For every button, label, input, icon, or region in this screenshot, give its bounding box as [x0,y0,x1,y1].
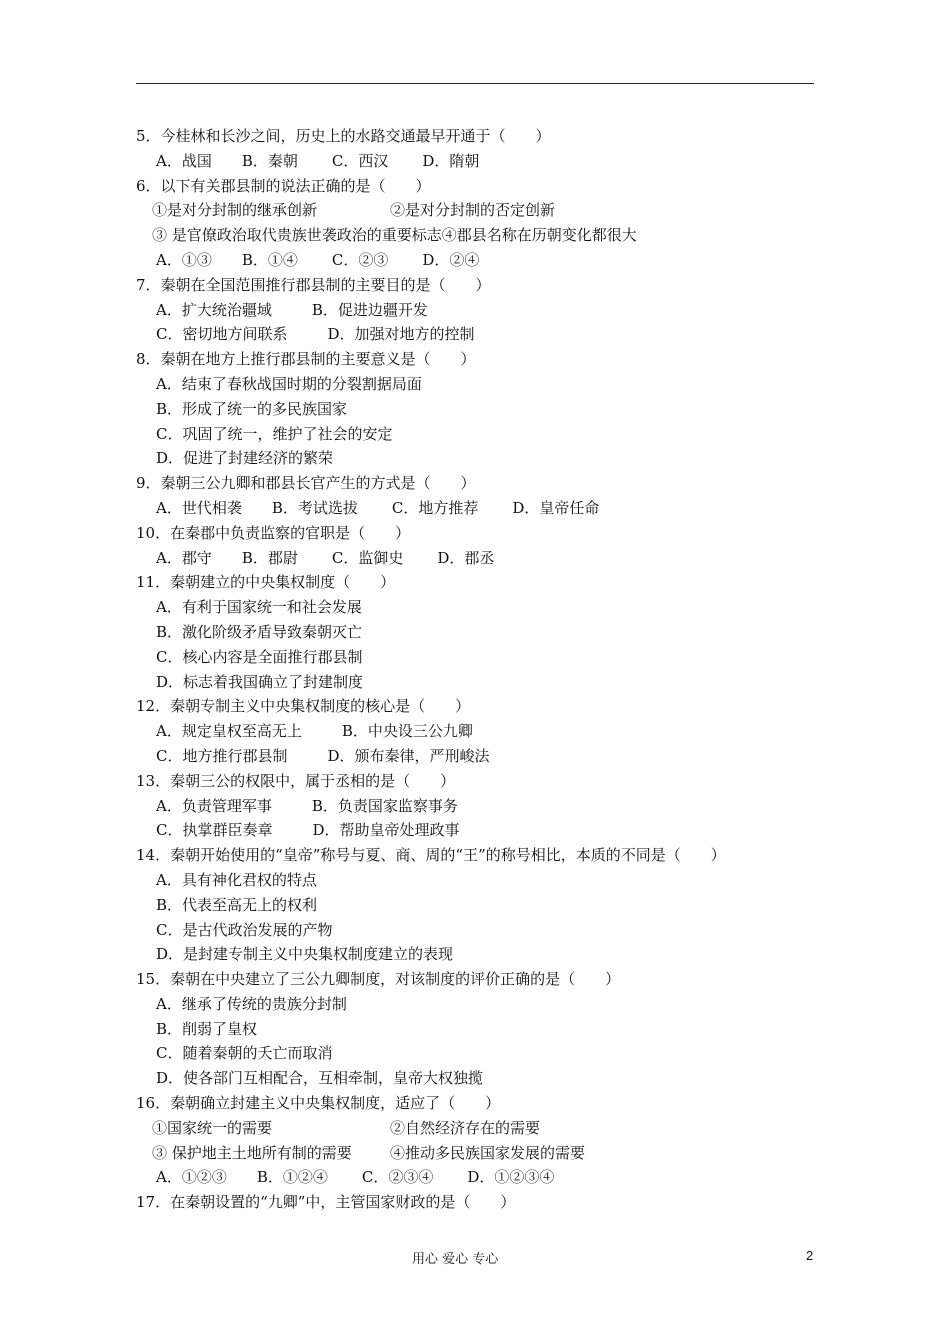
question-stem [136,843,816,868]
question-text: 15．秦朝在中央建立了三公九卿制度，对该制度的评价正确的是（ ） [136,970,621,989]
options-row [136,1066,816,1091]
question-stem [136,967,816,992]
question-stem [136,347,816,372]
options-row [136,1017,816,1042]
statements-row [136,198,816,223]
options-row [136,670,816,695]
option-text: D．颁布秦律，严刑峻法 [327,746,490,765]
option-text: B．①②④ [256,1168,328,1187]
question-stem [136,570,816,595]
option-text: C．西汉 [331,151,389,170]
option-text: C．随着秦朝的夭亡而取消 [156,1044,333,1063]
option-text: A．郡守 [156,548,212,567]
option-text: C．地方推行郡县制 [156,746,288,765]
option-text: C．执掌群臣奏章 [156,821,273,840]
option-text: B．促进边疆开发 [311,300,428,319]
statement-text: ④推动多民族国家发展的需要 [390,1143,586,1162]
option-text: B．削弱了皇权 [156,1019,258,1038]
question-stem [136,1091,816,1116]
option-text: A．具有神化君权的特点 [156,870,317,889]
option-text: D．促进了封建经济的繁荣 [156,449,334,468]
options-row [136,818,816,843]
option-text: D．帮助皇帝处理政事 [312,821,460,840]
question-text: 17．在秦朝设置的“九卿”中，主管国家财政的是（ ） [136,1193,516,1212]
question-list [136,124,816,1215]
header-rule [136,83,814,84]
option-text: C．核心内容是全面推行郡县制 [156,647,363,666]
question-stem [136,124,816,149]
option-text: D．是封建专制主义中央集权制度建立的表现 [156,945,454,964]
option-text: C．地方推荐 [391,498,479,517]
option-text: B．形成了统一的多民族国家 [156,399,348,418]
options-row [136,893,816,918]
options-row [136,918,816,943]
statement-text: ①是对分封制的继承创新 [152,201,318,220]
option-text: C．②③④ [361,1168,434,1187]
options-row [136,1041,816,1066]
options-row [136,422,816,447]
page-number: 2 [806,1248,814,1263]
option-text: D．加强对地方的控制 [327,325,475,344]
options-row [136,149,816,174]
statement-text: ②自然经济存在的需要 [390,1118,541,1137]
options-row [136,496,816,521]
statement-text: ③ 保护地主土地所有制的需要 [152,1143,352,1162]
question-text: 6．以下有关郡县制的说法正确的是（ ） [136,176,431,195]
option-text: A．负责管理军事 [156,796,272,815]
question-text: 11．秦朝建立的中央集权制度（ ） [136,573,396,592]
option-text: D．②④ [422,250,480,269]
question-text: 10．在秦郡中负责监察的官职是（ ） [136,523,411,542]
statements-row [136,1116,816,1141]
options-row [136,322,816,347]
options-row [136,1165,816,1190]
option-text: A．扩大统治疆域 [156,300,272,319]
options-row [136,992,816,1017]
question-text: 5．今桂林和长沙之间，历史上的水路交通最早开通于（ ） [136,127,551,145]
options-row [136,719,816,744]
option-text: A．结束了春秋战国时期的分裂割据局面 [156,374,422,393]
option-text: A．世代相袭 [156,498,242,517]
statements-row [136,223,816,248]
page-footer [0,1248,950,1268]
statement-text: ②是对分封制的否定创新 [390,201,556,220]
question-stem [136,273,816,298]
question-stem [136,769,816,794]
option-text: A．①②③ [156,1168,227,1187]
options-row [136,942,816,967]
option-text: B．中央设三公九卿 [341,722,473,741]
option-text: B．激化阶级矛盾导致秦朝灭亡 [156,622,363,641]
question-stem [136,1190,816,1215]
question-text: 8．秦朝在地方上推行郡县制的主要意义是（ ） [136,350,476,369]
option-text: D．郡丞 [437,548,495,567]
option-text: B．①④ [241,250,298,269]
question-text: 13．秦朝三公的权限中，属于丞相的是（ ） [136,771,456,790]
option-text: D．标志着我国确立了封建制度 [156,672,364,691]
question-text: 12．秦朝专制主义中央集权制度的核心是（ ） [136,697,471,716]
option-text: A．继承了传统的贵族分封制 [156,994,347,1013]
option-text: B．秦朝 [241,151,298,170]
option-text: A．战国 [156,151,212,170]
option-text: A．有利于国家统一和社会发展 [156,598,362,617]
options-row [136,372,816,397]
question-stem [136,521,816,546]
options-row [136,744,816,769]
question-text: 16．秦朝确立封建主义中央集权制度，适应了（ ） [136,1094,501,1113]
option-text: B．郡尉 [241,548,298,567]
options-row [136,298,816,323]
question-stem [136,471,816,496]
options-row [136,397,816,422]
statement-text: ①国家统一的需要 [152,1118,273,1137]
question-text: 14．秦朝开始使用的“皇帝”称号与夏、商、周的“王”的称号相比，本质的不同是（ ） [136,846,726,865]
option-text: C．密切地方间联系 [156,325,288,344]
question-stem [136,694,816,719]
footer-slogan: 用心 爱心 专心 [412,1252,499,1267]
option-text: B．考试选拔 [271,498,358,517]
options-row [136,546,816,571]
option-text: A．规定皇权至高无上 [156,722,302,741]
option-text: B．代表至高无上的权利 [156,895,318,914]
options-row [136,446,816,471]
options-row [136,595,816,620]
option-text: C．②③ [331,250,389,269]
option-text: D．皇帝任命 [512,498,600,517]
option-text: C．是古代政治发展的产物 [156,920,333,939]
statement-text: ③ 是官僚政治取代贵族世袭政治的重要标志④郡县名称在历朝变化都很大 [152,226,637,245]
question-text: 9．秦朝三公九卿和郡县长官产生的方式是（ ） [136,474,476,493]
options-row [136,645,816,670]
statements-row [136,1141,816,1166]
question-text: 7．秦朝在全国范围推行郡县制的主要目的是（ ） [136,275,491,294]
options-row [136,868,816,893]
option-text: D．隋朝 [422,151,480,170]
option-text: D．①②③④ [467,1168,555,1187]
option-text: B．负责国家监察事务 [311,796,458,815]
options-row [136,620,816,645]
option-text: D．使各部门互相配合，互相牵制，皇帝大权独揽 [156,1069,484,1088]
options-row [136,794,816,819]
options-row [136,248,816,273]
option-text: A．①③ [156,250,212,269]
question-stem [136,174,816,199]
option-text: C．监御史 [331,548,404,567]
option-text: C．巩固了统一，维护了社会的安定 [156,424,393,443]
